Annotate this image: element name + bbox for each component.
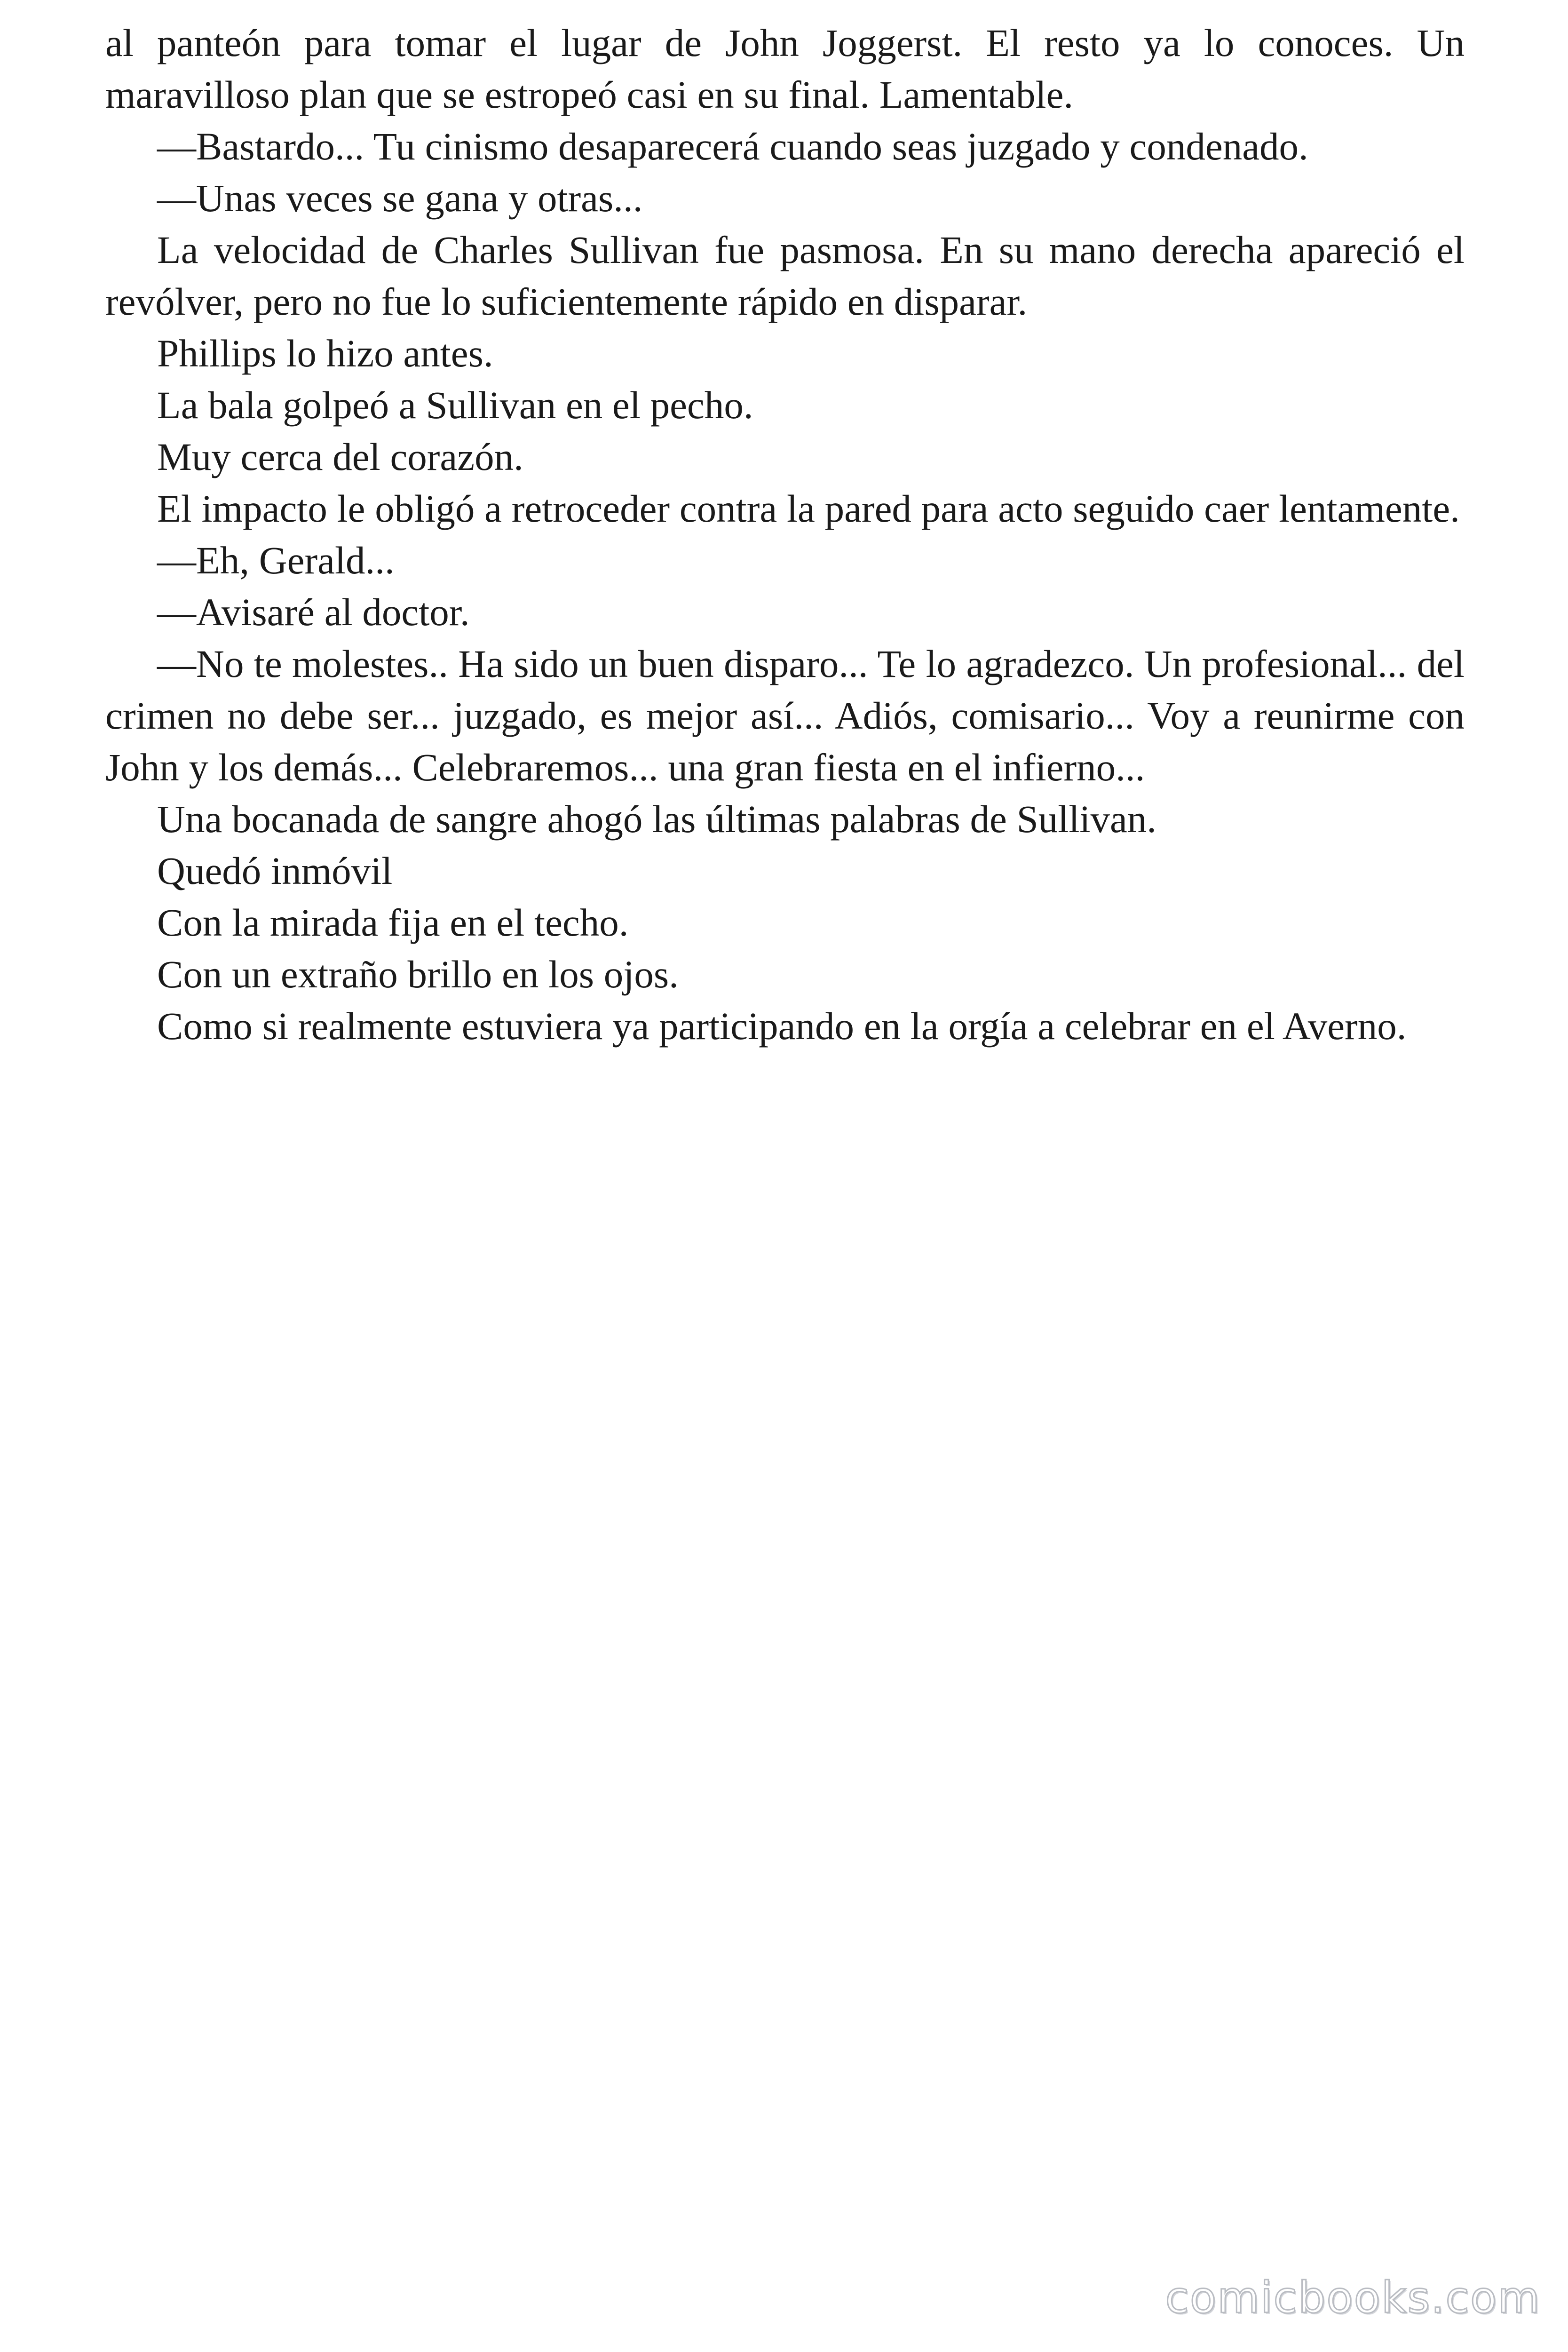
paragraph-2: —Bastardo... Tu cinismo desaparecerá cuando seas juzgado y condenado. [157, 125, 1308, 168]
paragraph-5: Phillips lo hizo antes. [157, 332, 493, 375]
paragraph-7: Muy cerca del corazón. [157, 435, 523, 478]
paragraph-8: El impacto le obligó a retroceder contra la pared para acto seguido caer lentamente. [157, 487, 1460, 530]
paragraph-9: —Eh, Gerald... [157, 539, 395, 582]
paragraph-13: Quedó inmóvil [157, 849, 393, 892]
paragraph-15: Con un extraño brillo en los ojos. [157, 953, 679, 996]
paragraph-10: —Avisaré al doctor. [157, 590, 470, 634]
paragraph-3: —Unas veces se gana y otras... [157, 176, 643, 220]
paragraph-6: La bala golpeó a Sullivan en el pecho. [157, 383, 753, 427]
document-body [105, 17, 1465, 1052]
watermark-logo: comicbooks.com [1165, 2273, 1541, 2323]
paragraph-1: al panteón para tomar el lugar de John Joggerst. El resto ya lo conoces. Un maravilloso plan que se estropeó casi en su final. Lamentable. [105, 21, 1465, 116]
paragraph-14: Con la mirada fija en el techo. [157, 901, 629, 944]
paragraph-11: —No te molestes.. Ha sido un buen disparo... Te lo agradezco. Un profesional... del crimen no debe ser... juzgado, es mejor así... Adiós, comisario... Voy a reunirme con John y los demás... Celebraremos... una gran fiesta en el infierno... [105, 642, 1465, 789]
paragraph-4: La velocidad de Charles Sullivan fue pasmosa. En su mano derecha apareció el revólver, pero no fue lo suficientemente rápido en disparar. [105, 228, 1465, 323]
paragraph-12: Una bocanada de sangre ahogó las últimas palabras de Sullivan. [157, 797, 1157, 841]
paragraph-16: Como si realmente estuviera ya participando en la orgía a celebrar en el Averno. [157, 1004, 1407, 1048]
